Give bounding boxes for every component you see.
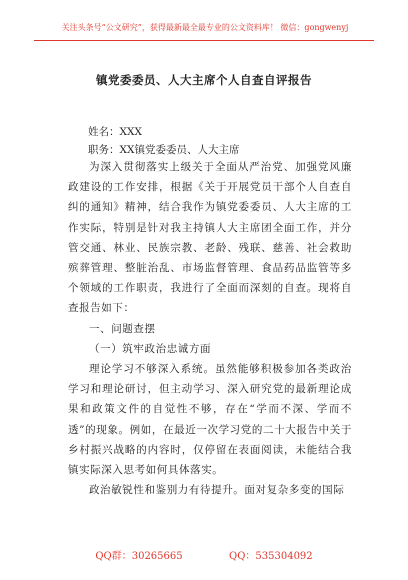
qq-group-text: QQ群：30265665 <box>95 551 183 562</box>
name-line: 姓名：XXX <box>88 126 142 138</box>
position-line: 职务：XX镇党委委员、人大主席 <box>88 144 240 156</box>
header-banner: 关注头条号“公文研究”，获得最新最全最专业的公文资料库！ 微信：gongwenyj <box>61 23 349 32</box>
footer-contact <box>0 547 408 562</box>
header-divider <box>34 40 374 41</box>
body-paragraph: 政治敏锐性和鉴别力有待提升。面对复杂多变的国际 <box>89 484 345 497</box>
subsection-heading: （一）筑牢政治忠诚方面 <box>89 342 212 355</box>
document-body <box>68 157 352 500</box>
qq-number-text: QQ：535304092 <box>229 551 313 562</box>
section-heading: 一、问题查摆 <box>89 322 156 335</box>
intro-paragraph: 为深入贯彻落实上级关于全面从严治党、加强党风廉政建设的工作安排，根据《关于开展党员干部个人自查自纠的通知》精神，结合我作为镇党委委员、人大主席的工作实际，特别是针对我主持镇人大主席团全面工作，并分管交通、林业、民族宗教、老龄、残联、慈善、社会救助殡葬管理、整脏治乱、市场监督管理、食品药品监管等多个领域的工作职责，我进行了全面而深刻的自查。现将自查报告如下： <box>68 161 352 315</box>
document-title: 镇党委委员、人大主席个人自查自评报告 <box>96 73 312 87</box>
body-paragraph: 理论学习不够深入系统。虽然能够积极参加各类政治学习和理论研讨，但主动学习、深入研究党的最新理论成果和政策文件的自觉性不够，存在“学而不深、学而不透”的现象。例如，在最近一次学习党的二十大报告中关于乡村振兴战略的内容时，仅停留在表面阅读，未能结合我镇实际深入思考如何具体落实。 <box>68 363 352 477</box>
